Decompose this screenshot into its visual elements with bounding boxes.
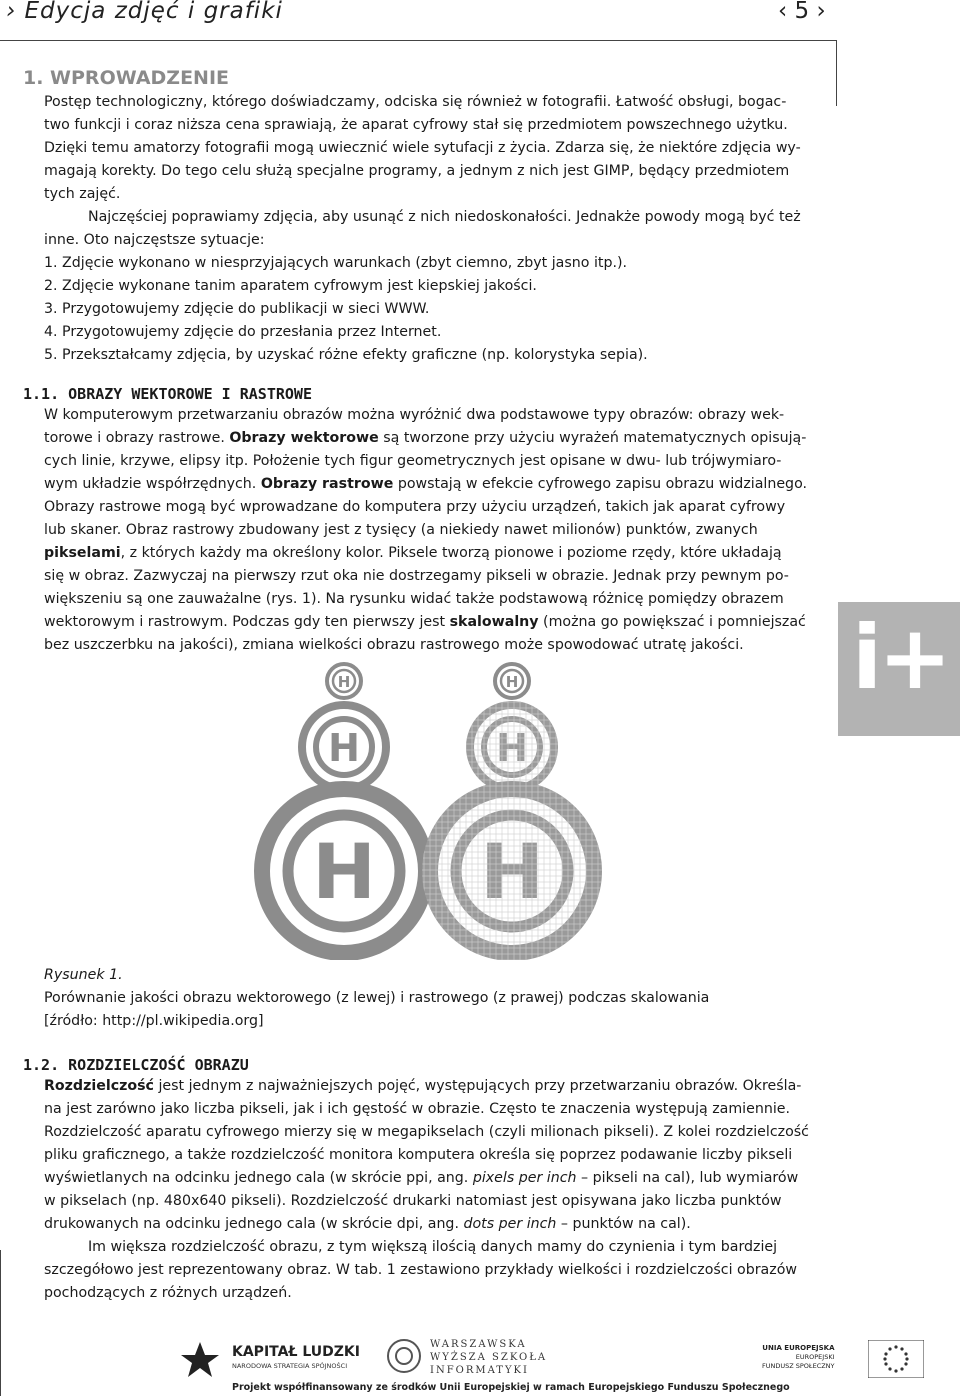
- header-rule: [0, 40, 836, 41]
- text-line: inne. Oto najczęstsze sytuacje:: [44, 232, 265, 248]
- text-line: torowe i obrazy rastrowe. Obrazy wektorowe są tworzone przy użyciu wyrażeń matematycznych opisują-: [44, 430, 807, 446]
- text-line: Postęp technologiczny, którego doświadczamy, odciska się również w fotografii. Łatwość obsługi, bogac-: [44, 94, 787, 110]
- list-item: 2. Zdjęcie wykonane tanim aparatem cyfrowym jest kiepskiej jakości.: [44, 278, 537, 294]
- raster-h-medium: [466, 701, 558, 793]
- text-line: pliku graficznego, a także rozdzielczość monitora komputera określa się poprzez podawanie liczby pikseli: [44, 1147, 793, 1163]
- text-line: Dzięki temu amatorzy fotografii mogą uwiecznić wiele sytufacji z życia. Zdarza się, że niektóre zdjęcia wy-: [44, 140, 801, 156]
- glyph-h: H: [312, 827, 376, 916]
- text-line: wym układzie współrzędnych. Obrazy rastrowe powstają w efekcie cyfrowego zapisu obrazu widzialnego.: [44, 476, 808, 492]
- cofinancing-note: Projekt współfinansowany ze środków Unii Europejskiej w ramach Europejskiego Funduszu Społecznego: [232, 1382, 790, 1393]
- section-title: OBRAZY WEKTOROWE I RASTROWE: [68, 385, 312, 403]
- figure-caption-title: Rysunek 1.: [44, 967, 123, 983]
- list-item: 4. Przygotowujemy zdjęcie do przesłania przez Internet.: [44, 324, 442, 340]
- figure-caption-source: [źródło: http://pl.wikipedia.org]: [44, 1013, 264, 1029]
- section-number: 1.1.: [23, 385, 60, 403]
- wwsi-name: WARSZAWSKA WYŻSZA SZKOŁA INFORMATYKI: [430, 1339, 548, 1376]
- section-number: 1.2.: [23, 1056, 60, 1074]
- glyph-h: H: [505, 673, 519, 691]
- text-line: Rozdzielczość aparatu cyfrowego mierzy się w megapikselach (czyli milionach pikseli). Z kolei rozdzielczość: [44, 1124, 809, 1140]
- text-line: tych zajęć.: [44, 186, 121, 202]
- raster-h-large: [422, 781, 602, 960]
- text-line: Im większa rozdzielczość obrazu, z tym większą ilością danych mamy do czynienia i tym bardziej: [88, 1239, 778, 1255]
- text-line: na jest zarówno jako liczba pikseli, jak i ich gęstość w obrazie. Często te znaczenia występują zamiennie.: [44, 1101, 791, 1117]
- text-line: Najczęściej poprawiamy zdjęcia, aby usunąć z nich niedoskonałości. Jednakże powody mogą być też: [88, 209, 801, 225]
- eu-label: UNIA EUROPEJSKA EUROPEJSKI FUNDUSZ SPOŁECZNY: [762, 1344, 835, 1370]
- text-line: szczegółowo jest reprezentowany obraz. W tab. 1 zestawiono przykłady wielkości i rozdzielczości obrazów: [44, 1262, 797, 1278]
- list-item: 3. Przygotowujemy zdjęcie do publikacji w sieci WWW.: [44, 301, 430, 317]
- text-line: cych linie, krzywe, elipsy itp. Położenie tych figur geometrycznych jest opisane w dwu- lub trójwymiaro-: [44, 453, 782, 469]
- text-line: pikselami, z których każdy ma określony kolor. Piksele tworzą pionowe i poziome rzędy, które układają: [44, 545, 782, 561]
- text-line: wektorowym i rastrowym. Podczas gdy ten pierwszy jest skalowalny (można go powiększać i pomniejszać: [44, 614, 806, 630]
- text-line: się w obraz. Zazwyczaj na pierwszy rzut oka nie dostrzegamy pikseli w obrazie. Jednak przy pewnym po-: [44, 568, 789, 584]
- text-line: W komputerowym przetwarzaniu obrazów można wyróżnić dwa podstawowe typy obrazów: obrazy wek-: [44, 407, 785, 423]
- iplus-label: i+: [852, 606, 948, 709]
- text-line: wyświetlanych na odcinku jednego cala (w skrócie ppi, ang. pixels per inch – pikseli na cal), lub wymiarów: [44, 1170, 799, 1186]
- text-line: pochodzących z różnych urządzeń.: [44, 1285, 292, 1301]
- vector-h-medium: [302, 705, 386, 789]
- figure-vector-vs-raster: [220, 660, 680, 960]
- wwsi-logo-icon: [386, 1338, 422, 1374]
- header-title: › Edycja zdjęć i grafiki: [6, 0, 283, 24]
- text-line: Rozdzielczość jest jednym z najważniejszych pojęć, występujących przy przetwarzaniu obrazów. Określa-: [44, 1078, 802, 1094]
- iplus-sidebar-tab: [838, 602, 960, 736]
- text-line: większeniu są one zauważalne (rys. 1). Na rysunku widać także podstawową różnicę pomiędzy obrazem: [44, 591, 784, 607]
- text-line: lub skaner. Obraz rastrowy zbudowany jest z tysięcy (a niekiedy nawet milionów) punktów, zwanych: [44, 522, 758, 538]
- page-number: ‹ 5 ›: [778, 0, 826, 24]
- text-line: Obrazy rastrowe mogą być wprowadzane do komputera przy użyciu urządzeń, takich jak aparat cyfrowy: [44, 499, 786, 515]
- figure-caption-text: Porównanie jakości obrazu wektorowego (z lewej) i rastrowego (z prawej) podczas skalowania: [44, 990, 710, 1006]
- raster-h-small: [495, 664, 529, 698]
- section-heading-1-2: [23, 1056, 249, 1074]
- kapital-ludzki-logo-icon: [178, 1340, 222, 1380]
- kapital-ludzki-subtitle: NARODOWA STRATEGIA SPÓJNOŚCI: [232, 1362, 348, 1370]
- glyph-h: H: [328, 726, 360, 770]
- kapital-ludzki-title: KAPITAŁ LUDZKI: [232, 1344, 360, 1360]
- header-vertical-rule: [836, 40, 837, 106]
- text-line: bez uszczerbku na jakości), zmiana wielkości obrazu rastrowego może spowodować utratę jakości.: [44, 637, 744, 653]
- list-item: 5. Przekształcamy zdjęcia, by uzyskać różne efekty graficzne (np. kolorystyka sepia).: [44, 347, 648, 363]
- text-line: magają korekty. Do tego celu służą specjalne programy, a jednym z nich jest GIMP, będący przedmiotem: [44, 163, 790, 179]
- glyph-h: H: [337, 673, 351, 691]
- eu-flag-icon: [868, 1340, 924, 1378]
- vector-h-small: [327, 664, 361, 698]
- section-heading-wprowadzenie: 1. WPROWADZENIE: [23, 67, 230, 89]
- page-footer: [0, 1330, 960, 1396]
- section-heading-1-1: [23, 385, 312, 403]
- text-line: drukowanych na odcinku jednego cala (w skrócie dpi, ang. dots per inch – punktów na cal).: [44, 1216, 691, 1232]
- section-title: ROZDZIELCZOŚĆ OBRAZU: [68, 1056, 249, 1074]
- text-line: two funkcji i coraz niższa cena sprawiają, że aparat cyfrowy stał się przedmiotem powszechnego użytku.: [44, 117, 788, 133]
- vector-h-large: [262, 789, 426, 953]
- text-line: w pikselach (np. 480x640 pikseli). Rozdzielczość drukarki natomiast jest opisywana jako liczba punktów: [44, 1193, 782, 1209]
- page-header: [0, 0, 960, 42]
- list-item: 1. Zdjęcie wykonano w niesprzyjających warunkach (zbyt ciemno, zbyt jasno itp.).: [44, 255, 628, 271]
